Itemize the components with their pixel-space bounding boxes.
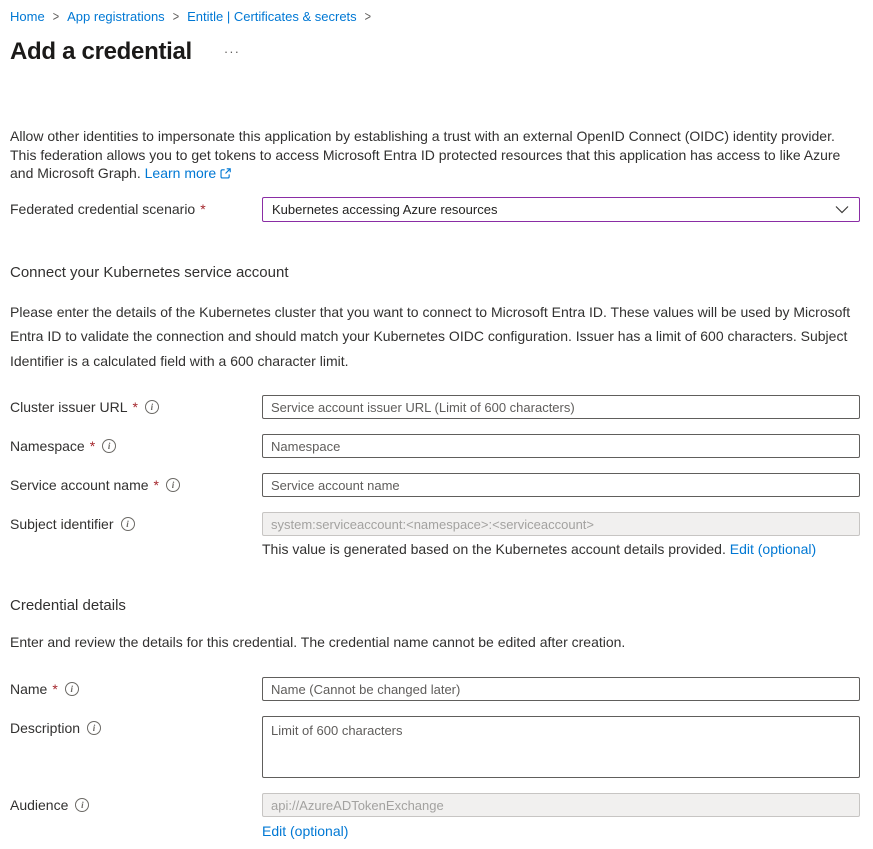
service-account-name-input[interactable] — [262, 473, 860, 497]
name-label-cell — [10, 681, 262, 697]
description-row — [10, 716, 860, 778]
namespace-label-cell — [10, 438, 262, 454]
description-label-cell — [10, 716, 262, 736]
service-account-name-row — [10, 473, 860, 497]
breadcrumb-separator-icon: > — [52, 9, 60, 24]
more-options-button[interactable]: ··· — [220, 47, 244, 57]
subject-identifier-edit-link[interactable]: Edit (optional) — [729, 541, 817, 557]
required-asterisk: * — [52, 681, 58, 697]
page-title: Add a credential — [10, 38, 192, 65]
scenario-row — [10, 197, 860, 222]
scenario-label: Federated credential scenario — [10, 201, 196, 217]
subject-identifier-row — [10, 512, 860, 557]
breadcrumb-home[interactable]: Home — [10, 9, 45, 24]
info-icon[interactable]: i — [121, 517, 135, 531]
breadcrumb — [10, 8, 860, 25]
audience-row — [10, 793, 860, 839]
description-textarea[interactable] — [262, 716, 860, 778]
service-account-name-label-cell — [10, 477, 262, 493]
info-icon[interactable]: i — [145, 400, 159, 414]
credential-details-heading: Credential details — [10, 597, 126, 614]
audience-edit-link[interactable]: Edit (optional) — [262, 823, 349, 839]
subject-identifier-label: Subject identifier — [10, 516, 114, 532]
scenario-dropdown-value: Kubernetes accessing Azure resources — [272, 201, 498, 217]
audience-label: Audience — [10, 797, 69, 813]
namespace-input[interactable] — [262, 434, 860, 458]
subject-identifier-helper-text: This value is generated based on the Kubernetes account details provided. — [262, 541, 730, 557]
required-asterisk: * — [200, 201, 206, 217]
subject-identifier-label-cell — [10, 512, 262, 532]
cluster-issuer-url-label: Cluster issuer URL — [10, 399, 128, 415]
description-label: Description — [10, 720, 81, 736]
scenario-dropdown[interactable] — [262, 197, 860, 222]
info-icon[interactable]: i — [166, 478, 180, 492]
kubernetes-section-heading: Connect your Kubernetes service account — [10, 263, 289, 281]
credential-details-description: Enter and review the details for this credential. The credential name cannot be edited after creation. — [10, 634, 626, 650]
name-label: Name — [10, 681, 48, 697]
cluster-issuer-url-label-cell — [10, 399, 262, 415]
name-input[interactable] — [262, 677, 860, 701]
cluster-issuer-url-input[interactable] — [262, 395, 860, 419]
breadcrumb-app-registrations[interactable]: App registrations — [67, 9, 165, 24]
chevron-down-icon — [835, 205, 849, 214]
info-icon[interactable]: i — [65, 682, 79, 696]
namespace-label: Namespace — [10, 438, 85, 454]
subject-identifier-input — [262, 512, 860, 536]
subject-identifier-helper — [262, 541, 860, 557]
breadcrumb-certificates-secrets[interactable]: Entitle | Certificates & secrets — [187, 9, 357, 24]
intro-text: Allow other identities to impersonate this application by establishing a trust with an external OpenID Connect (OIDC) identity provider. This federation allows you to get tokens to access Microsoft Entra ID protected resources that this application has access to like Azure and Microsoft Graph. — [10, 128, 841, 181]
learn-more-link[interactable]: Learn more — [144, 165, 217, 181]
info-icon[interactable]: i — [102, 439, 116, 453]
namespace-row — [10, 434, 860, 458]
required-asterisk: * — [153, 477, 159, 493]
external-link-icon[interactable] — [219, 167, 232, 180]
kubernetes-section-description: Please enter the details of the Kubernetes cluster that you want to connect to Microsoft Entra ID. These values will be used by Microsoft Entra ID to validate the connection and should match your Kubernetes OIDC configuration. Issuer has a limit of 600 characters. Subject Identifier is a calculated field with a 600 character limit. — [10, 303, 851, 369]
info-icon[interactable]: i — [87, 721, 101, 735]
cluster-issuer-url-row — [10, 395, 860, 419]
breadcrumb-separator-icon: > — [364, 9, 372, 24]
scenario-label-cell — [10, 201, 262, 217]
required-asterisk: * — [132, 399, 138, 415]
name-row — [10, 677, 860, 701]
audience-label-cell — [10, 793, 262, 813]
breadcrumb-separator-icon: > — [172, 9, 180, 24]
info-icon[interactable]: i — [75, 798, 89, 812]
title-row — [10, 37, 860, 67]
required-asterisk: * — [89, 438, 96, 454]
audience-input — [262, 793, 860, 817]
service-account-name-label: Service account name — [10, 477, 149, 493]
intro-paragraph — [10, 127, 855, 183]
